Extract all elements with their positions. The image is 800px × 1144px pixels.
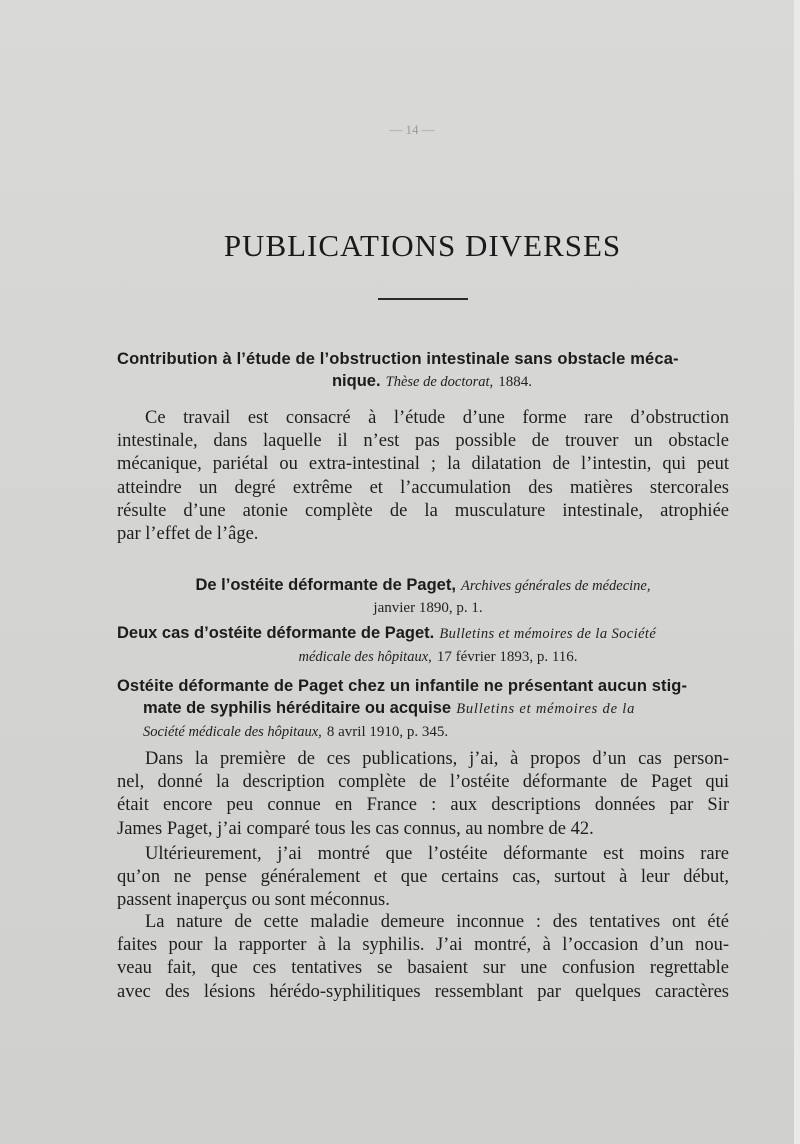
page-title: PUBLICATIONS DIVERSES — [223, 228, 622, 263]
entry-2-line1 — [117, 574, 729, 597]
entry-3-citation-end: médicale des hôpitaux, — [298, 649, 432, 665]
entry-3-title: Deux cas d’ostéite déformante de Paget. — [117, 624, 435, 642]
entry-2-citation: Archives générales de médecine, — [461, 578, 651, 594]
entry-3-line1 — [117, 622, 729, 645]
paragraph-line: qu’on ne pense généralement et que certains cas, surtout à leur début, — [117, 867, 729, 888]
entry-1-citation: Thèse de doctorat, — [385, 374, 494, 390]
entry-4-line2 — [117, 697, 731, 720]
entry-4-title-end: mate de syphilis héréditaire ou acquise — [143, 699, 452, 717]
entry-1-line2 — [117, 370, 727, 393]
paragraph-line: mécanique, pariétal ou extra-intestinal ; la dilatation de l’intestin, qui peut — [117, 454, 729, 475]
paragraph-line: Dans la première de ces publications, j’ai, à propos d’un cas person- — [145, 749, 729, 769]
intro-paragraph — [117, 407, 729, 546]
publication-entry-2 — [117, 574, 729, 619]
entry-3-line2 — [117, 645, 729, 668]
paragraph-line: faites pour la rapporter à la syphilis. J’ai montré, à l’occasion d’un nou- — [117, 935, 729, 956]
paragraph-line: était encore peu connue en France : aux descriptions données par Sir — [117, 795, 729, 816]
paragraph-2 — [117, 843, 729, 913]
entry-1-year: 1884. — [498, 374, 533, 390]
entry-3-date: 17 février 1893, p. 116. — [436, 649, 578, 665]
paragraph-line: avec des lésions hérédo-syphilitiques ressemblant par quelques caractères — [117, 981, 729, 1002]
paragraph-line: intestinale, dans laquelle il n’est pas possible de trouver un obstacle — [117, 431, 729, 452]
paragraph-line: passent inaperçus ou sont méconnus. — [117, 890, 390, 911]
entry-2-title: De l’ostéite déformante de Paget, — [195, 576, 456, 594]
publication-entry-4 — [117, 675, 731, 743]
paragraph-line: nel, donné la description complète de l’ostéite déformante de Paget qui — [117, 772, 729, 793]
paragraph-line: veau fait, que ces tentatives se basaient sur une confusion regrettable — [117, 958, 729, 979]
entry-1-title-end: nique. — [331, 372, 381, 390]
page-number: — 14 — — [389, 122, 435, 137]
title-divider — [378, 298, 468, 300]
entry-4-citation-end: Société médicale des hôpitaux, — [143, 724, 322, 740]
paragraph-3 — [117, 911, 729, 1004]
paragraph-line: atteindre un degré extrême et l’accumulation des matières stercorales — [117, 477, 729, 498]
entry-2-date: janvier 1890, p. 1. — [373, 600, 483, 616]
entry-3-citation: Bulletins et mémoires de la Société — [439, 626, 657, 642]
paragraph-line: Ultérieurement, j’ai montré que l’ostéite déformante est moins rare — [145, 844, 729, 864]
publication-entry-3 — [117, 622, 729, 668]
paragraph-line: James Paget, j’ai comparé tous les cas connus, au nombre de 42. — [117, 818, 594, 839]
entry-1-title: Contribution à l’étude de l’obstruction intestinale sans obstacle méca- — [117, 350, 679, 368]
paragraph-1 — [117, 748, 729, 841]
entry-4-citation: Bulletins et mémoires de la — [456, 701, 636, 717]
page-edge — [794, 0, 800, 1144]
paragraph-line: résulte d’une atonie complète de la musculature intestinale, atrophiée — [117, 500, 729, 521]
paragraph-line: Ce travail est consacré à l’étude d’une forme rare d’obstruction — [145, 408, 729, 428]
entry-4-line3 — [117, 720, 731, 743]
paragraph-line: par l’effet de l’âge. — [117, 524, 259, 545]
entry-4-date: 8 avril 1910, p. 345. — [326, 724, 449, 740]
entry-4-title: Ostéite déformante de Paget chez un infantile ne présentant aucun stig- — [117, 677, 688, 695]
paragraph-line: La nature de cette maladie demeure inconnue : des tentatives ont été — [145, 912, 729, 932]
publication-entry-1 — [117, 348, 727, 393]
